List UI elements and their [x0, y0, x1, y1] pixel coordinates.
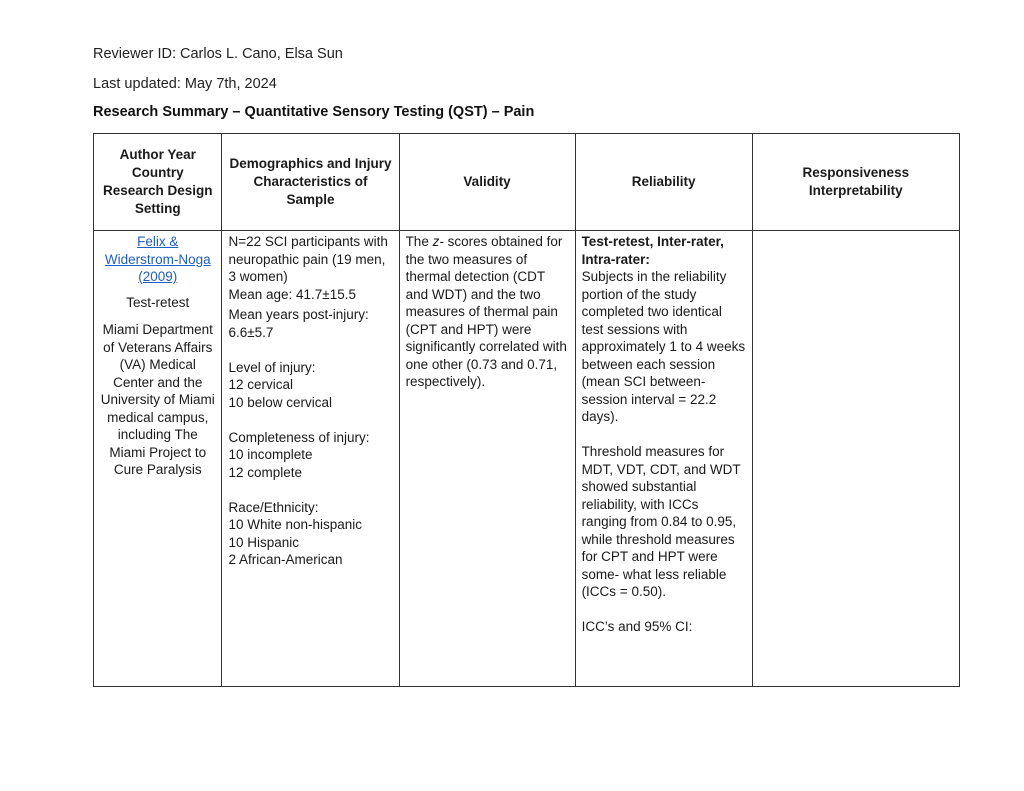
study-link[interactable]: Felix & Widerstrom-Noga (2009) — [104, 234, 211, 284]
header-author-year: Author Year Country Research Design Setting — [94, 134, 222, 231]
header-responsiveness: Responsiveness Interpretability — [752, 134, 959, 231]
header-validity: Validity — [399, 134, 575, 231]
race-ethnicity-item: 2 African-American — [228, 552, 343, 567]
mean-age: Mean age: 41.7±15.5 — [228, 286, 356, 302]
validity-text: The z- scores obtained for the two measures of thermal detection (CDT and WDT) and the two measures of thermal pain (CPT and HPT) were significantly correlated with one other (0.73 and 0.71, respectively). — [405, 234, 567, 389]
sample-size: N=22 SCI participants with neuropathic pain (19 men, 3 women) — [228, 234, 388, 284]
responsiveness-cell — [752, 231, 959, 687]
reliability-cell — [575, 231, 752, 687]
demographics-cell — [222, 231, 399, 687]
reliability-heading: Test-retest, Inter-rater, Intra-rater: — [581, 234, 724, 267]
study-setting: Miami Department of Veterans Affairs (VA) Medical Center and the University of Miami medical campus, including The Miami Project to Cure Paralysis — [100, 322, 215, 477]
completeness-item: 10 incomplete — [228, 447, 313, 462]
race-ethnicity-item: 10 Hispanic — [228, 534, 300, 550]
reviewer-id: Reviewer ID: Carlos L. Cano, Elsa Sun — [93, 46, 343, 62]
research-design: Test-retest — [126, 294, 190, 310]
level-of-injury-title: Level of injury: — [228, 359, 316, 375]
mean-years-post-injury: Mean years post-injury: 6.6±5.7 — [228, 307, 369, 340]
reliability-paragraph: Threshold measures for MDT, VDT, CDT, and WDT showed substantial reliability, with ICCs ranging from 0.84 to 0.95, while threshold measures for CPT and HPT were some- what less reliable (ICCs = 0.50). — [581, 444, 741, 599]
level-of-injury-item: 10 below cervical — [228, 394, 333, 410]
reliability-paragraph: ICC’s and 95% CI: — [581, 619, 693, 634]
race-ethnicity-item: 10 White non-hispanic — [228, 517, 363, 532]
research-summary-table — [93, 133, 960, 687]
reliability-paragraph: Subjects in the reliability portion of the study completed two identical test sessions with approximately 1 to 4 weeks between each session (mean SCI between-session interval = 22.2 days). — [581, 269, 746, 424]
level-of-injury-item: 12 cervical — [228, 377, 294, 392]
completeness-title: Completeness of injury: — [228, 429, 370, 445]
race-ethnicity-title: Race/Ethnicity: — [228, 499, 319, 515]
header-reliability: Reliability — [575, 134, 752, 231]
header-demographics: Demographics and Injury Characteristics of Sample — [222, 134, 399, 231]
table-header-row — [94, 134, 960, 231]
document-title: Research Summary – Quantitative Sensory Testing (QST) – Pain — [93, 104, 535, 120]
validity-cell — [399, 231, 575, 687]
study-cell — [94, 231, 222, 687]
table-row — [94, 231, 960, 687]
last-updated: Last updated: May 7th, 2024 — [93, 76, 277, 92]
completeness-item: 12 complete — [228, 464, 303, 480]
